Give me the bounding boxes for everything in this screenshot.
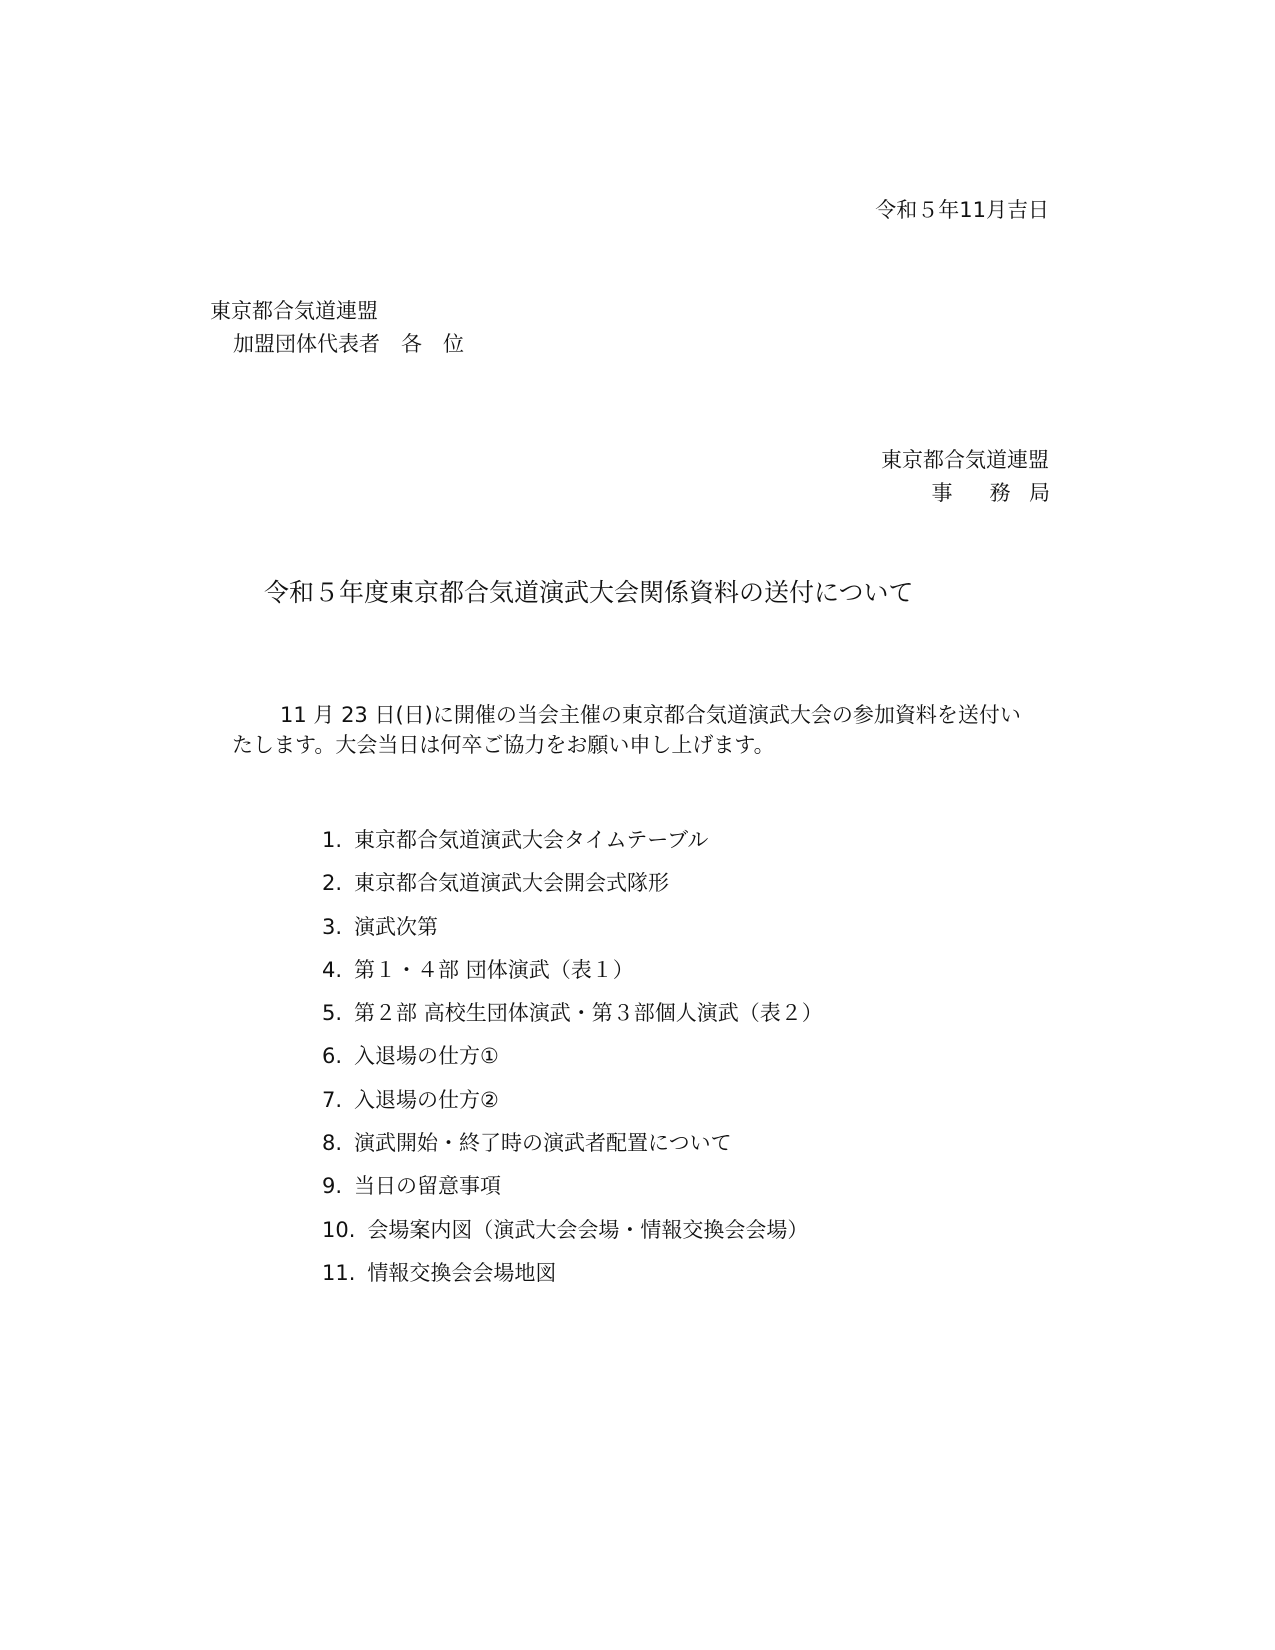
sender-office-char: 局 [1029,481,1050,505]
list-item-number: 2. [322,871,343,896]
sender-block [881,446,1049,507]
letter-date: 令和５年11月吉日 [875,198,1049,222]
list-item [322,1259,823,1302]
list-item-number: 3. [322,914,343,939]
list-item-text: 演武開始・終了時の演武者配置について [354,1131,732,1156]
list-item-number: 10. [322,1217,356,1242]
list-item [322,1042,823,1085]
sender-org: 東京都合気道連盟 [881,448,1049,472]
list-item-text: 東京都合気道演武大会タイムテーブル [354,828,709,852]
body-paragraph: 11 月 23 日(日)に開催の当会主催の東京都合気道演武大会の参加資料を送付いたします。大会当日は何卒ご協力をお願い申し上げます。 [232,703,1021,757]
list-item-text: 入退場の仕方② [354,1087,499,1112]
sender-office-char: 事 [931,481,953,505]
list-item-text: 第１・４部 団体演武（表１） [354,957,634,982]
list-item-number: 7. [322,1087,343,1112]
list-item [322,1129,823,1172]
list-item-text: 会場案内図（演武大会会場・情報交換会会場） [367,1217,809,1242]
list-item-number: 8. [322,1131,343,1156]
list-item [322,913,823,956]
list-item-text: 東京都合気道演武大会開会式隊形 [354,871,670,896]
addressee-block [210,297,464,358]
addressee-org: 東京都合気道連盟 [210,299,378,323]
list-item [322,1172,823,1215]
list-item-text: 情報交換会会場地図 [367,1260,557,1285]
list-item [322,956,823,999]
list-item-text: 演武次第 [354,914,439,939]
list-item-number: 4. [322,957,343,982]
list-item-text: 第２部 高校生団体演武・第３部個人演武（表２） [354,1001,823,1026]
list-item [322,869,823,912]
list-item [322,1216,823,1259]
list-item-number: 9. [322,1174,343,1199]
list-item [322,999,823,1042]
sender-office [881,479,1049,507]
list-item [322,1086,823,1129]
sender-office-char: 務 [989,481,1011,505]
list-item-number: 5. [322,1001,343,1026]
addressee-recipient: 加盟団体代表者 各 位 [233,332,464,356]
list-item [322,826,823,869]
list-item-text: 当日の留意事項 [354,1174,502,1199]
document-title: 令和５年度東京都合気道演武大会関係資料の送付について [264,578,914,607]
list-item-text: 入退場の仕方① [354,1044,499,1069]
enclosure-list [322,826,823,1302]
list-item-number: 11. [322,1260,356,1285]
list-item-number: 1. [322,828,343,852]
list-item-number: 6. [322,1044,343,1069]
